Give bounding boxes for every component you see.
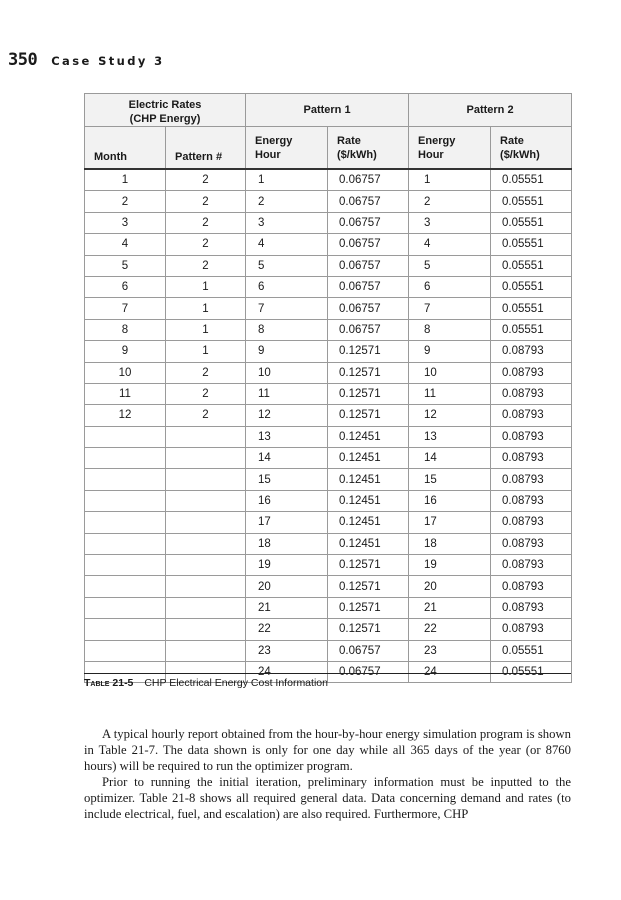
cell-rate-1: 0.12451 — [328, 426, 409, 447]
cell-energy-hour-2: 22 — [409, 619, 491, 640]
cell-pattern-number — [166, 448, 246, 469]
cell-rate-2: 0.08793 — [491, 469, 572, 490]
cell-rate-1: 0.12571 — [328, 405, 409, 426]
cell-month — [85, 555, 166, 576]
cell-rate-1: 0.12571 — [328, 383, 409, 404]
cell-energy-hour-2: 18 — [409, 533, 491, 554]
header-pattern-2: Pattern 2 — [409, 94, 572, 127]
cell-rate-2: 0.05551 — [491, 191, 572, 212]
cell-energy-hour-1: 20 — [246, 576, 328, 597]
cell-energy-hour-2: 6 — [409, 276, 491, 297]
cell-pattern-number: 2 — [166, 405, 246, 426]
cell-energy-hour-2: 15 — [409, 469, 491, 490]
cell-energy-hour-2: 19 — [409, 555, 491, 576]
cell-rate-2: 0.05551 — [491, 234, 572, 255]
cell-energy-hour-1: 5 — [246, 255, 328, 276]
paragraph: Prior to running the initial iteration, preliminary information must be inputted to the optimizer. Table 21-8 shows all required general data. Data concerning demand and rates (to include electrical, fuel, and escalation) are also required. Furthermore, CHP — [84, 775, 571, 821]
cell-energy-hour-1: 24 — [246, 661, 328, 682]
cell-rate-2: 0.08793 — [491, 490, 572, 511]
table-row — [85, 576, 572, 597]
cell-rate-2: 0.05551 — [491, 276, 572, 297]
cell-energy-hour-1: 12 — [246, 405, 328, 426]
cell-energy-hour-1: 2 — [246, 191, 328, 212]
cell-rate-2: 0.05551 — [491, 212, 572, 233]
cell-rate-2: 0.08793 — [491, 341, 572, 362]
cell-energy-hour-1: 23 — [246, 640, 328, 661]
caption-label: Table 21-5 — [84, 677, 134, 689]
table-row — [85, 597, 572, 618]
cell-rate-2: 0.08793 — [491, 533, 572, 554]
cell-rate-2: 0.08793 — [491, 405, 572, 426]
cell-rate-1: 0.12571 — [328, 341, 409, 362]
cell-rate-2: 0.08793 — [491, 426, 572, 447]
cell-rate-1: 0.06757 — [328, 255, 409, 276]
cell-energy-hour-1: 7 — [246, 298, 328, 319]
table-row — [85, 276, 572, 297]
cell-pattern-number — [166, 426, 246, 447]
cell-pattern-number: 2 — [166, 169, 246, 191]
header-electric-rates-line1: Electric Rates — [128, 99, 202, 111]
cell-month — [85, 426, 166, 447]
table-row — [85, 619, 572, 640]
cell-energy-hour-2: 21 — [409, 597, 491, 618]
cell-energy-hour-1: 11 — [246, 383, 328, 404]
table-row — [85, 255, 572, 276]
cell-energy-hour-1: 3 — [246, 212, 328, 233]
cell-rate-1: 0.12451 — [328, 469, 409, 490]
header-hour-line: Hour — [418, 148, 444, 161]
header-rate-unit-line: ($/kWh) — [337, 148, 377, 161]
cell-rate-2: 0.05551 — [491, 298, 572, 319]
cell-energy-hour-1: 13 — [246, 426, 328, 447]
table-body — [85, 169, 572, 683]
cell-month — [85, 512, 166, 533]
cell-energy-hour-2: 7 — [409, 298, 491, 319]
header-hour-line: Hour — [255, 148, 281, 161]
cell-energy-hour-2: 3 — [409, 212, 491, 233]
table-row — [85, 212, 572, 233]
header-electric-rates-line2: (CHP Energy) — [129, 113, 201, 125]
cell-rate-2: 0.08793 — [491, 362, 572, 383]
table-row — [85, 555, 572, 576]
cell-pattern-number: 2 — [166, 212, 246, 233]
cell-pattern-number: 1 — [166, 319, 246, 340]
cell-pattern-number: 1 — [166, 341, 246, 362]
caption-text: CHP Electrical Energy Cost Information — [144, 677, 328, 689]
header-energy-hour-1 — [246, 127, 328, 170]
table-row — [85, 298, 572, 319]
cell-month — [85, 640, 166, 661]
cell-month: 4 — [85, 234, 166, 255]
cell-pattern-number: 1 — [166, 298, 246, 319]
cell-month — [85, 490, 166, 511]
cell-rate-2: 0.08793 — [491, 555, 572, 576]
cell-energy-hour-1: 9 — [246, 341, 328, 362]
table-row — [85, 426, 572, 447]
cell-rate-1: 0.06757 — [328, 169, 409, 191]
header-rate-line: Rate — [500, 134, 524, 147]
cell-month: 6 — [85, 276, 166, 297]
cell-month: 7 — [85, 298, 166, 319]
table-row — [85, 234, 572, 255]
cell-energy-hour-1: 6 — [246, 276, 328, 297]
cell-month — [85, 597, 166, 618]
cell-rate-2: 0.05551 — [491, 169, 572, 191]
cell-pattern-number — [166, 490, 246, 511]
cell-pattern-number — [166, 555, 246, 576]
cell-month: 12 — [85, 405, 166, 426]
cell-month: 11 — [85, 383, 166, 404]
cell-rate-1: 0.06757 — [328, 661, 409, 682]
cell-rate-2: 0.08793 — [491, 597, 572, 618]
cell-pattern-number — [166, 619, 246, 640]
table-row — [85, 469, 572, 490]
cell-month: 5 — [85, 255, 166, 276]
header-pattern-1: Pattern 1 — [246, 94, 409, 127]
caption-rule — [84, 673, 571, 674]
table-row — [85, 319, 572, 340]
cell-energy-hour-2: 24 — [409, 661, 491, 682]
cell-energy-hour-2: 1 — [409, 169, 491, 191]
cell-rate-1: 0.06757 — [328, 212, 409, 233]
cell-rate-1: 0.06757 — [328, 298, 409, 319]
cell-month: 10 — [85, 362, 166, 383]
cell-month: 9 — [85, 341, 166, 362]
cell-energy-hour-2: 17 — [409, 512, 491, 533]
cell-pattern-number — [166, 597, 246, 618]
cell-energy-hour-1: 4 — [246, 234, 328, 255]
cell-rate-2: 0.08793 — [491, 576, 572, 597]
cell-energy-hour-2: 14 — [409, 448, 491, 469]
cell-rate-2: 0.05551 — [491, 319, 572, 340]
header-pattern-number: Pattern # — [166, 127, 246, 170]
cell-pattern-number: 2 — [166, 362, 246, 383]
header-rate-1 — [328, 127, 409, 170]
cell-energy-hour-1: 17 — [246, 512, 328, 533]
cell-rate-1: 0.06757 — [328, 191, 409, 212]
cell-rate-1: 0.12571 — [328, 597, 409, 618]
cell-rate-2: 0.05551 — [491, 640, 572, 661]
header-month: Month — [85, 127, 166, 170]
cell-rate-1: 0.12451 — [328, 490, 409, 511]
header-rate-2 — [491, 127, 572, 170]
table-row — [85, 640, 572, 661]
cell-pattern-number — [166, 640, 246, 661]
cell-rate-1: 0.12451 — [328, 448, 409, 469]
table-row — [85, 383, 572, 404]
cell-pattern-number — [166, 469, 246, 490]
cell-energy-hour-2: 4 — [409, 234, 491, 255]
cell-energy-hour-1: 18 — [246, 533, 328, 554]
cell-energy-hour-2: 9 — [409, 341, 491, 362]
cell-energy-hour-1: 15 — [246, 469, 328, 490]
table-row — [85, 405, 572, 426]
cell-energy-hour-2: 8 — [409, 319, 491, 340]
electrical-cost-table — [84, 93, 572, 683]
cell-rate-1: 0.06757 — [328, 640, 409, 661]
page-number: 350 — [8, 50, 38, 70]
cell-rate-2: 0.08793 — [491, 448, 572, 469]
table-row — [85, 448, 572, 469]
cell-rate-2: 0.08793 — [491, 619, 572, 640]
cell-month: 2 — [85, 191, 166, 212]
cell-pattern-number: 2 — [166, 383, 246, 404]
header-electric-rates — [85, 94, 246, 127]
cell-rate-2: 0.08793 — [491, 512, 572, 533]
cell-rate-1: 0.12571 — [328, 555, 409, 576]
header-rate-line: Rate — [337, 134, 361, 147]
cell-rate-1: 0.06757 — [328, 276, 409, 297]
table-row — [85, 191, 572, 212]
table-row — [85, 512, 572, 533]
cell-rate-1: 0.12451 — [328, 512, 409, 533]
cell-energy-hour-2: 12 — [409, 405, 491, 426]
cell-month: 1 — [85, 169, 166, 191]
cell-energy-hour-1: 8 — [246, 319, 328, 340]
cell-energy-hour-2: 13 — [409, 426, 491, 447]
cell-pattern-number: 2 — [166, 191, 246, 212]
cell-month: 3 — [85, 212, 166, 233]
cell-energy-hour-2: 2 — [409, 191, 491, 212]
running-head — [8, 50, 165, 70]
paragraph: A typical hourly report obtained from the hour-by-hour energy simulation program is shown in Table 21-7. The data shown is only for one day while all 365 days of the year (or 8760 hours) will be required to run the optimizer program. — [84, 727, 571, 773]
cell-energy-hour-1: 19 — [246, 555, 328, 576]
table-row — [85, 169, 572, 191]
cell-pattern-number: 1 — [166, 276, 246, 297]
cell-rate-1: 0.06757 — [328, 234, 409, 255]
cell-rate-1: 0.12571 — [328, 619, 409, 640]
cell-energy-hour-1: 22 — [246, 619, 328, 640]
cell-energy-hour-2: 16 — [409, 490, 491, 511]
table-row — [85, 533, 572, 554]
cell-rate-1: 0.06757 — [328, 319, 409, 340]
cell-pattern-number — [166, 576, 246, 597]
cell-rate-1: 0.12571 — [328, 576, 409, 597]
cell-energy-hour-2: 20 — [409, 576, 491, 597]
cell-energy-hour-2: 5 — [409, 255, 491, 276]
cell-rate-2: 0.08793 — [491, 383, 572, 404]
cell-rate-2: 0.05551 — [491, 661, 572, 682]
table-row — [85, 490, 572, 511]
header-rate-unit-line: ($/kWh) — [500, 148, 540, 161]
cell-energy-hour-1: 1 — [246, 169, 328, 191]
cell-rate-1: 0.12571 — [328, 362, 409, 383]
header-energy-line: Energy — [255, 134, 293, 147]
cell-energy-hour-1: 10 — [246, 362, 328, 383]
cell-energy-hour-2: 23 — [409, 640, 491, 661]
header-energy-hour-2 — [409, 127, 491, 170]
cell-month — [85, 619, 166, 640]
cell-pattern-number: 2 — [166, 234, 246, 255]
cell-energy-hour-1: 16 — [246, 490, 328, 511]
cell-month — [85, 533, 166, 554]
table-row — [85, 341, 572, 362]
cell-energy-hour-1: 14 — [246, 448, 328, 469]
cell-pattern-number — [166, 533, 246, 554]
table-row — [85, 362, 572, 383]
cell-month — [85, 576, 166, 597]
section-title: Case Study 3 — [51, 54, 165, 68]
cell-month — [85, 469, 166, 490]
cell-month: 8 — [85, 319, 166, 340]
cell-pattern-number: 2 — [166, 255, 246, 276]
cell-rate-1: 0.12451 — [328, 533, 409, 554]
cell-energy-hour-1: 21 — [246, 597, 328, 618]
cell-pattern-number — [166, 512, 246, 533]
cell-energy-hour-2: 11 — [409, 383, 491, 404]
body-text — [84, 726, 571, 822]
header-energy-line: Energy — [418, 134, 456, 147]
cell-month — [85, 448, 166, 469]
cell-rate-2: 0.05551 — [491, 255, 572, 276]
table-caption — [84, 677, 328, 689]
cell-energy-hour-2: 10 — [409, 362, 491, 383]
